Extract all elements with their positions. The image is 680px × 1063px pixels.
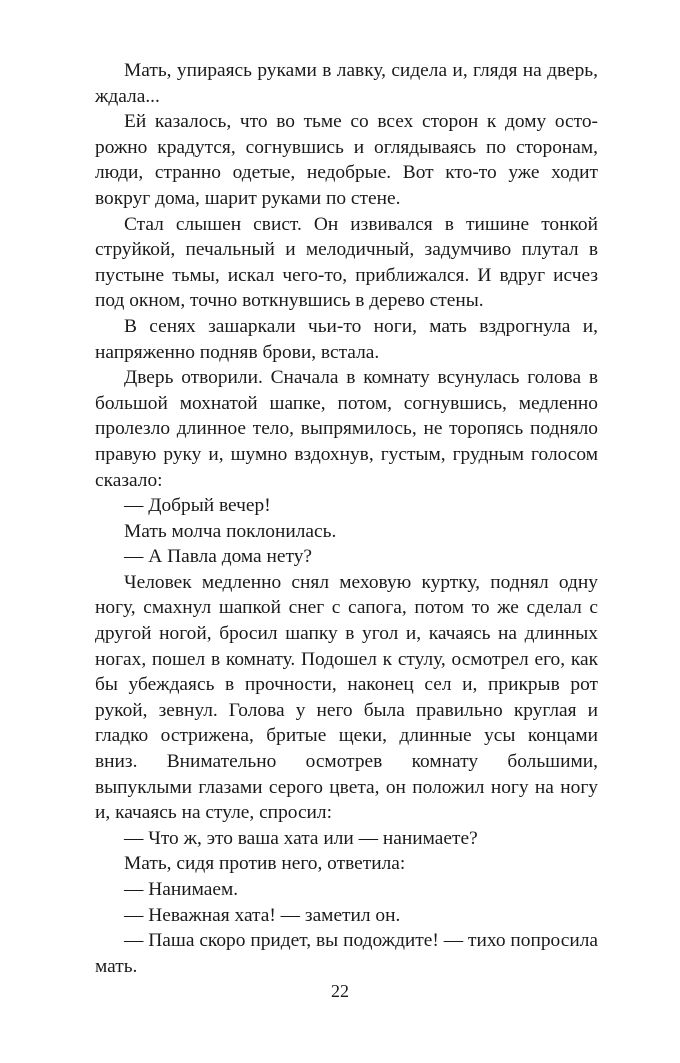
body-text xyxy=(95,58,598,979)
paragraph: Человек медленно снял меховую куртку, поднял одну ногу, смахнул шапкой снег с сапога, потом то же сделал с другой ногой, бросил шапку в угол и, качаясь на длинных ногах, пошел в комнату. Подошел к стулу, осмотрел его, как бы убеждаясь в прочности, наконец сел и, прикрыв рот рукой, зевнул. Голова у него была правильно круглая и гладко острижена, бритые щеки, длинные усы концами вниз. Внимательно осмотрев комнату большими, выпуклыми глазами серого цвета, он положил ногу на ногу и, качаясь на стуле, спросил: xyxy=(95,571,598,824)
paragraph: Ей казалось, что во тьме со всех сторон к дому осторожно крадутся, согнувшись и оглядываясь по сторонам, люди, странно одетые, недобрые. Вот кто-то уже ходит вокруг дома, шарит руками по стене. xyxy=(95,111,598,209)
page-number: 22 xyxy=(331,981,349,1001)
dialogue-line: — А Павла дома нету? xyxy=(124,546,313,568)
paragraph: Стал слышен свист. Он извивался в тишине тонкой струйкой, печальный и мелодичный, задумчиво плутал в пустыне тьмы, искал чего-то, приближался. И вдруг исчез под окном, точно воткнувшись в дерево стены. xyxy=(95,213,598,312)
dialogue-line: — Неважная хата! — заметил он. xyxy=(124,904,401,926)
paragraph: Дверь отворили. Сначала в комнату всунулась голова в большой мохнатой шапке, потом, согнувшись, медленно пролезло длинное тело, выпрямилось, не торопясь подняло правую руку и, шумно вздохнув, густым, грудным голосом сказало: xyxy=(95,367,598,491)
dialogue-line: — Нанимаем. xyxy=(124,879,239,900)
paragraph: Мать, упираясь руками в лавку, сидела и, глядя на дверь, ждала... xyxy=(95,60,598,107)
paragraph: Мать молча поклонилась. xyxy=(124,520,337,542)
dialogue-line: — Что ж, это ваша хата или — нанимаете? xyxy=(124,827,478,849)
paragraph: В сенях зашаркали чьи-то ноги, мать вздрогнула и, напряженно подняв брови, встала. xyxy=(95,315,598,363)
dialogue-line: — Паша скоро придет, вы подождите! — тихо попросила мать. xyxy=(95,930,598,977)
paragraph: Мать, сидя против него, ответила: xyxy=(124,853,406,875)
dialogue-line: — Добрый вечер! xyxy=(124,495,271,517)
